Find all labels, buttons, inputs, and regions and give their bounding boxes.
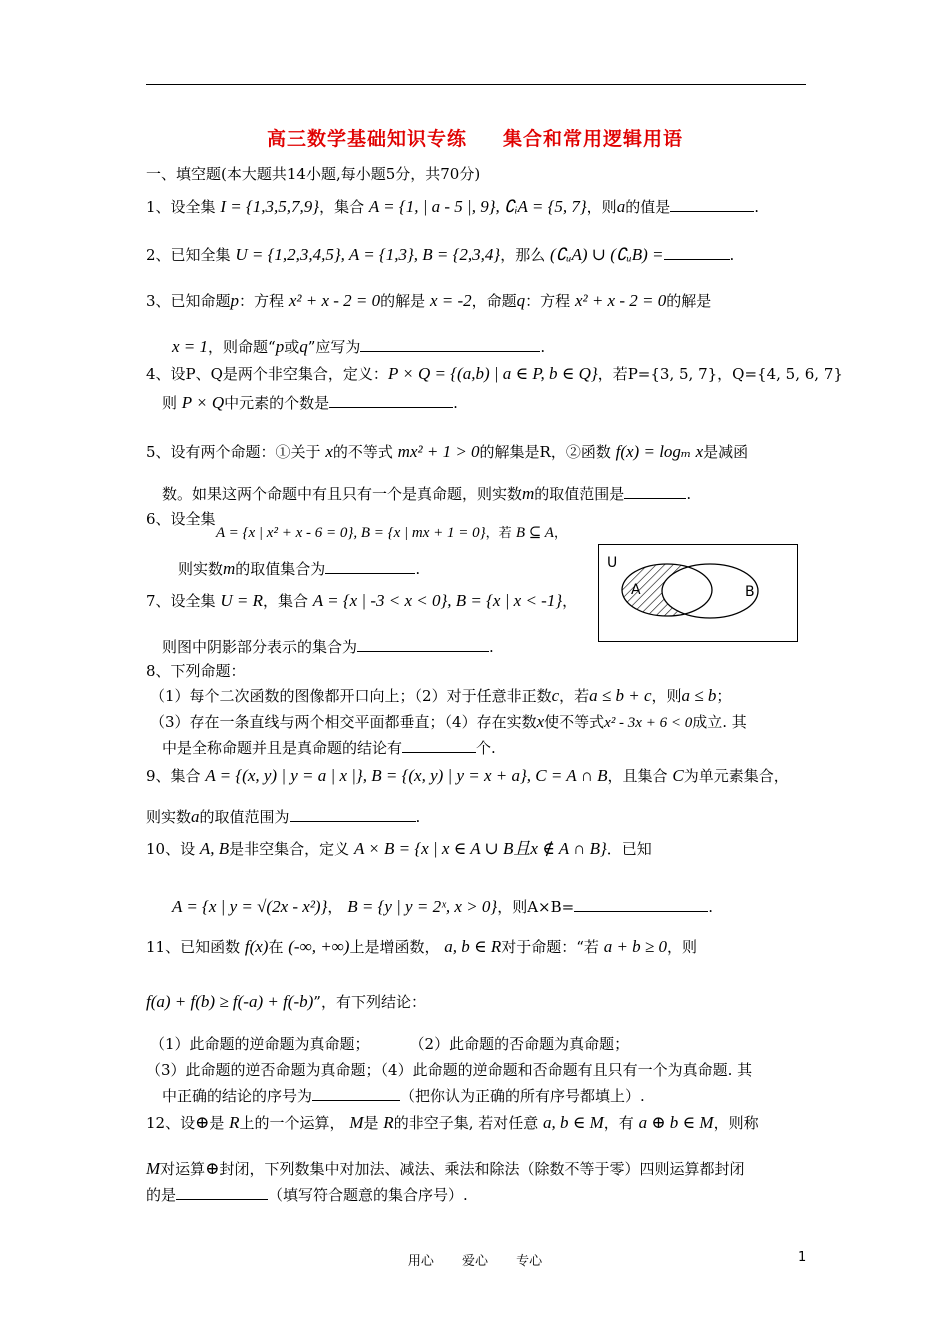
question-8-line-2: （3）存在一条直线与两个相交平面都垂直；（4）存在实数x使不等式x² - 3x + 6 < 0成立. 其	[150, 712, 747, 731]
q2-answer-blank[interactable]	[664, 244, 730, 260]
q2-sets: U = {1,2,3,4,5}, A = {1,3}, B = {2,3,4}	[235, 245, 501, 264]
question-8-line-3: 中是全称命题并且是真命题的结论有 个.	[162, 739, 496, 757]
question-3: 3、已知命题p：方程 x² + x - 2 = 0的解是 x = -2，命题q：方程 x² + x - 2 = 0的解是	[146, 291, 712, 310]
q9-answer-blank[interactable]	[290, 806, 416, 822]
question-10: 10、设 A, B是非空集合，定义 A × B = {x | x ∈ A ∪ B且x ∉ A ∩ B}．已知	[146, 839, 652, 858]
venn-svg	[599, 545, 797, 641]
page-footer	[0, 1250, 950, 1269]
footer-text-3: 专心	[516, 1254, 543, 1269]
q3-answer-blank[interactable]	[360, 336, 540, 352]
question-7-line-2: 则图中阴影部分表示的集合为 .	[162, 638, 494, 656]
venn-label-b: B	[745, 584, 755, 600]
q1-answer-blank[interactable]	[670, 196, 754, 212]
question-6: 6、设全集	[146, 510, 216, 528]
q8-answer-blank[interactable]	[402, 737, 476, 753]
question-5-line-2: 数。如果这两个命题中有且只有一个是真命题，则实数m的取值范围是 .	[162, 484, 692, 503]
question-6-line-2: 则实数m的取值集合为 .	[178, 559, 421, 578]
question-3-line-2: x = 1，则命题“p或q”应写为 .	[172, 337, 546, 356]
question-8: 8、下列命题：	[146, 662, 246, 680]
question-4: 4、设P、Q是两个非空集合，定义：P × Q = {(a,b) | a ∈ P, b ∈ Q}，若P={3, 5, 7}，Q={4, 5, 6, 7}	[146, 364, 843, 383]
question-12-line-2: M对运算⊕封闭，下列数集中对加法、减法、乘法和除法（除数不等于零）四则运算都封闭	[146, 1159, 745, 1178]
venn-diagram	[598, 544, 798, 642]
q6-answer-blank[interactable]	[325, 558, 415, 574]
q2-expr: (∁ᵤA) ∪ (∁ᵤB) =	[550, 245, 664, 264]
footer-text-1: 用心	[407, 1254, 434, 1269]
question-9-line-2: 则实数a的取值范围为 .	[146, 807, 421, 826]
section-heading: 一、填空题(本大题共14小题,每小题5分，共70分)	[146, 165, 481, 183]
question-11-line-3: （1）此命题的逆命题为真命题； （2）此命题的否命题为真命题；	[150, 1035, 630, 1053]
question-11: 11、已知函数 f(x)在 (-∞, +∞)上是增函数， a, b ∈ R对于命题：“若 a + b ≥ 0，则	[146, 937, 698, 956]
q5-answer-blank[interactable]	[624, 483, 686, 499]
q7-answer-blank[interactable]	[357, 636, 489, 652]
title-right: 集合和常用逻辑用语	[503, 128, 684, 150]
title-left: 高三数学基础知识专练	[266, 128, 467, 150]
q11-answer-blank[interactable]	[312, 1085, 400, 1101]
footer-text-2: 爱心	[461, 1254, 488, 1269]
question-11-line-2: f(a) + f(b) ≥ f(-a) + f(-b)”，有下列结论：	[146, 992, 426, 1011]
question-7: 7、设全集 U = R，集合 A = {x | -3 < x < 0}, B = {x | x < -1}，	[146, 591, 578, 610]
venn-label-a: A	[631, 582, 641, 598]
header-rule	[146, 84, 806, 85]
venn-label-u: U	[607, 555, 618, 571]
question-11-line-4: （3）此命题的逆否命题为真命题；（4）此命题的逆命题和否命题有且只有一个为真命题. 其	[146, 1061, 753, 1079]
question-5: 5、设有两个命题：①关于 x的不等式 mx² + 1 > 0的解集是R，②函数 f(x) = logₘ x是减函	[146, 442, 749, 461]
q4-answer-blank[interactable]	[329, 392, 453, 408]
q10-answer-blank[interactable]	[574, 896, 708, 912]
question-6-sets: A = {x | x² + x - 6 = 0}, B = {x | mx + 1 = 0}，若 B ⊆ A，	[216, 525, 567, 541]
question-8-line-1: （1）每个二次函数的图像都开口向上；（2）对于任意非正数c，若a ≤ b + c，则a ≤ b；	[150, 686, 732, 705]
question-11-line-5: 中正确的结论的序号为 （把你认为正确的所有序号都填上）.	[162, 1087, 645, 1105]
question-10-line-2: A = {x | y = √(2x - x²)}， B = {y | y = 2ˣ, x > 0}，则A×B= .	[172, 897, 713, 916]
page-title	[0, 124, 950, 151]
question-4-line-2: 则 P × Q中元素的个数是 .	[162, 393, 458, 412]
shaded-region	[599, 545, 797, 641]
question-12: 12、设⊕是 R上的一个运算， M是 R的非空子集, 若对任意 a, b ∈ M，有 a ⊕ b ∈ M，则称	[146, 1113, 759, 1132]
question-1: 1、设全集 I = {1,3,5,7,9}，集合 A = {1, | a - 5 |, 9}, ∁ᵢA = {5, 7}，则a的值是 .	[146, 197, 759, 216]
page-number: 1	[798, 1250, 807, 1265]
q12-answer-blank[interactable]	[176, 1184, 268, 1200]
q1-set-a: A = {1, | a - 5 |, 9}, ∁ᵢA = {5, 7}	[368, 197, 587, 216]
question-2: 2、已知全集 U = {1,2,3,4,5}, A = {1,3}, B = {2,3,4}，那么 (∁ᵤA) ∪ (∁ᵤB) = .	[146, 245, 735, 264]
question-9: 9、集合 A = {(x, y) | y = a | x |}, B = {(x, y) | y = x + a}, C = A ∩ B，且集合 C为单元素集合，	[146, 766, 789, 785]
question-12-line-3: 的是 （填写符合题意的集合序号）.	[146, 1186, 468, 1204]
q1-set-i: I = {1,3,5,7,9}	[220, 197, 320, 216]
